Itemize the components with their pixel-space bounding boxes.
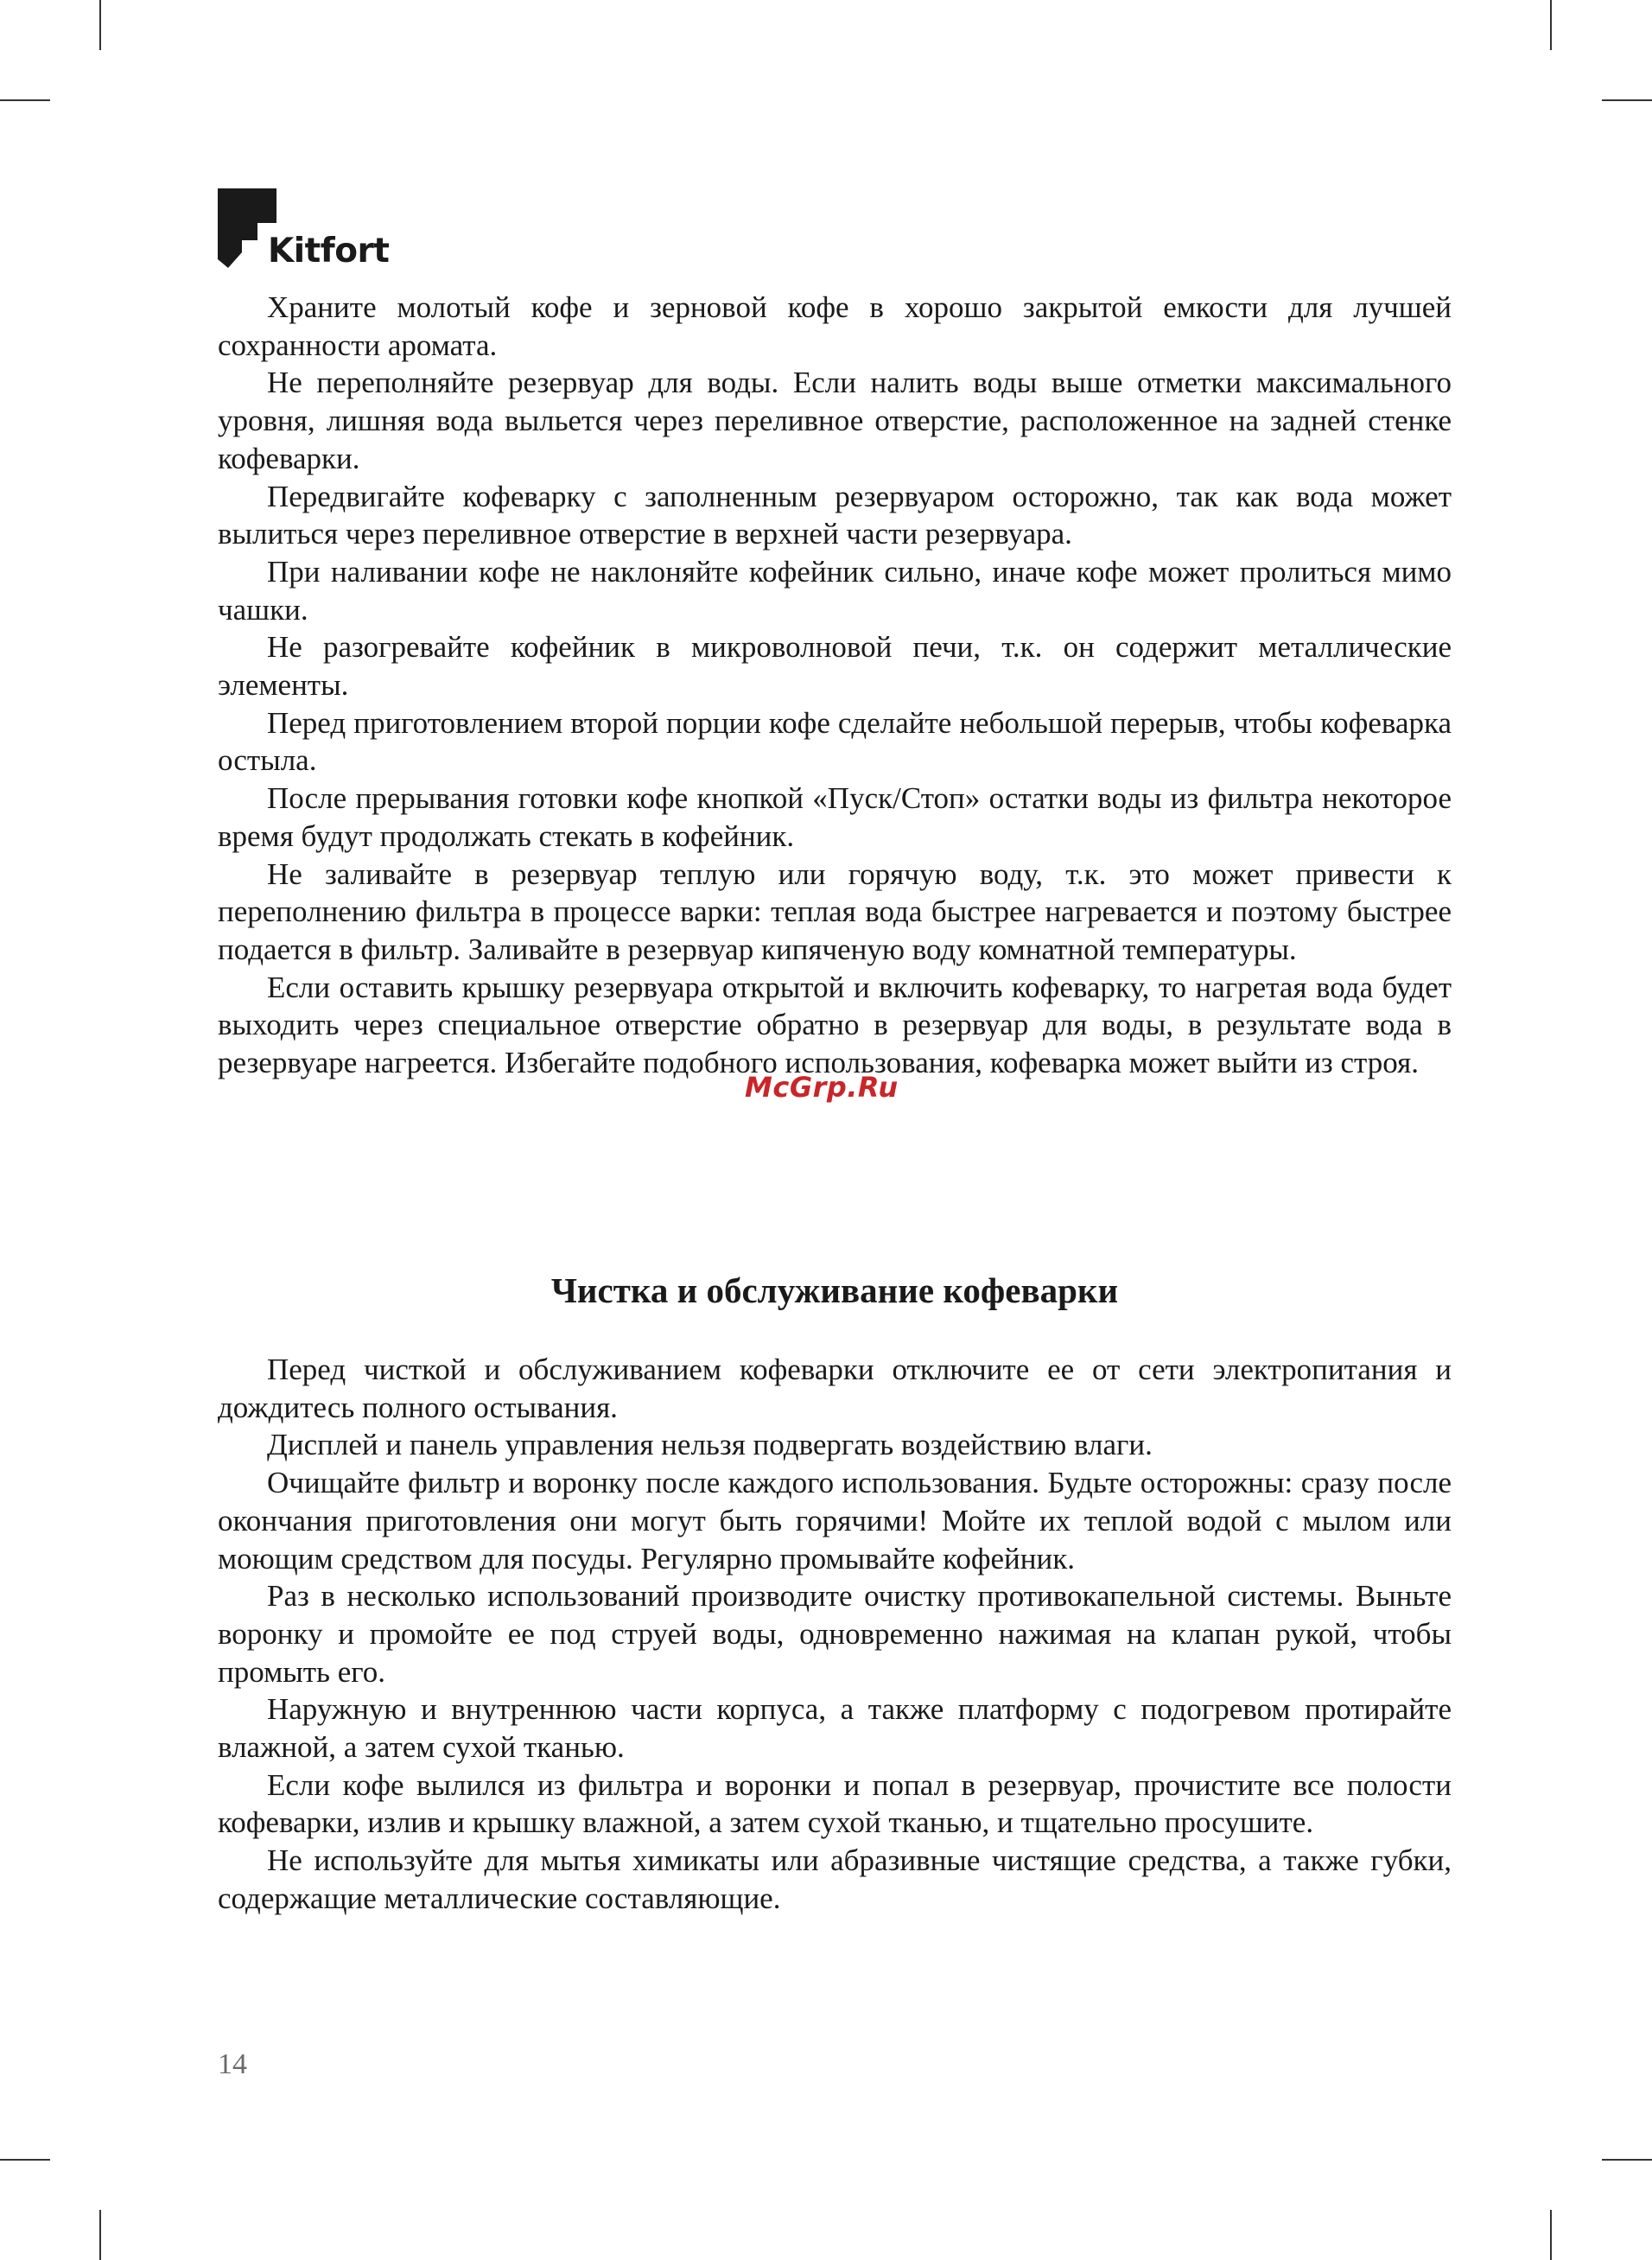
paragraph: При наливании кофе не наклоняйте кофейник сильно, иначе кофе может пролиться мимо чашки. [218, 554, 1452, 627]
section-title: Чистка и обслуживание кофеварки [550, 1270, 1119, 1310]
paragraph: Раз в несколько использований производите очистку противокапельной системы. Выньте воронку и промойте ее под струей воды, одновременно нажимая на клапан рукой, чтобы промыть его. [218, 1579, 1452, 1689]
usage-tips [218, 289, 1452, 1082]
crop-mark [1550, 2210, 1552, 2260]
crop-mark [1602, 2159, 1652, 2161]
paragraph: Не разогревайте кофейник в микроволновой печи, т.к. он содержит металлические элементы. [218, 630, 1452, 703]
paragraph: Перед чисткой и обслуживанием кофеварки отключите ее от сети электропитания и дождитесь полного остывания. [218, 1353, 1452, 1424]
paragraph: Если оставить крышку резервуара открытой и включить кофеварку, то нагретая вода будет выходить через специальное отверстие обратно в резервуар для воды, в результате вода в резервуаре нагреется. Избегайте подобного использования, кофеварка может выйти из строя. [218, 970, 1452, 1080]
crop-mark [1550, 0, 1552, 50]
paragraph: После прерывания готовки кофе кнопкой «Пуск/Стоп» остатки воды из фильтра некоторое время будут продолжать стекать в кофейник. [218, 781, 1452, 853]
paragraph: Наружную и внутреннюю части корпуса, а также платформу с подогревом протирайте влажной, а затем сухой тканью. [218, 1692, 1452, 1765]
paragraph: Перед приготовлением второй порции кофе сделайте небольшой перерыв, чтобы кофеварка остыла. [218, 705, 1452, 778]
paragraph: Не заливайте в резервуар теплую или горячую воду, т.к. это может привести к переполнению фильтра в процессе варки: теплая вода быстрее нагревается и поэтому быстрее подается в фильтр. Заливайте в резервуар кипяченую воду комнатной температуры. [218, 856, 1452, 966]
crop-mark [1602, 99, 1652, 101]
logo-text: Kitfort [268, 232, 390, 271]
crop-mark [99, 2210, 101, 2260]
paragraph: Очищайте фильтр и воронку после каждого использования. Будьте осторожны: сразу после окончания приготовления они могут быть горячими! Мойте их теплой водой с мылом или моющим средством для посуды. Регулярно промывайте кофейник. [218, 1466, 1452, 1576]
crop-mark [99, 0, 101, 50]
paragraph: Храните молотый кофе и зерновой кофе в хорошо закрытой емкости для лучшей сохранности аромата. [218, 290, 1452, 362]
crop-mark [0, 99, 50, 101]
crop-mark [0, 2159, 50, 2161]
paragraph: Если кофе вылился из фильтра и воронки и попал в резервуар, прочистите все полости кофеварки, излив и крышку влажной, а затем сухой тканью, и тщательно просушите. [218, 1767, 1452, 1840]
paragraph: Не используйте для мытья химикаты или абразивные чистящие средства, а также губки, содержащие металлические составляющие. [218, 1843, 1452, 1915]
paragraph: Не переполняйте резервуар для воды. Если налить воды выше отметки максимального уровня, лишняя вода выльется через переливное отверстие, расположенное на задней стенке кофеварки. [218, 366, 1452, 475]
watermark: McGrp.Ru [745, 1071, 899, 1104]
page-number: 14 [218, 2048, 247, 2080]
kitfort-logo [218, 188, 390, 271]
cleaning-instructions [218, 1351, 1452, 1918]
paragraph: Передвигайте кофеварку с заполненным резервуаром осторожно, так как вода может вылиться через переливное отверстие в верхней части резервуара. [218, 479, 1452, 551]
paragraph: Дисплей и панель управления нельзя подвергать воздействию влаги. [267, 1428, 1153, 1462]
